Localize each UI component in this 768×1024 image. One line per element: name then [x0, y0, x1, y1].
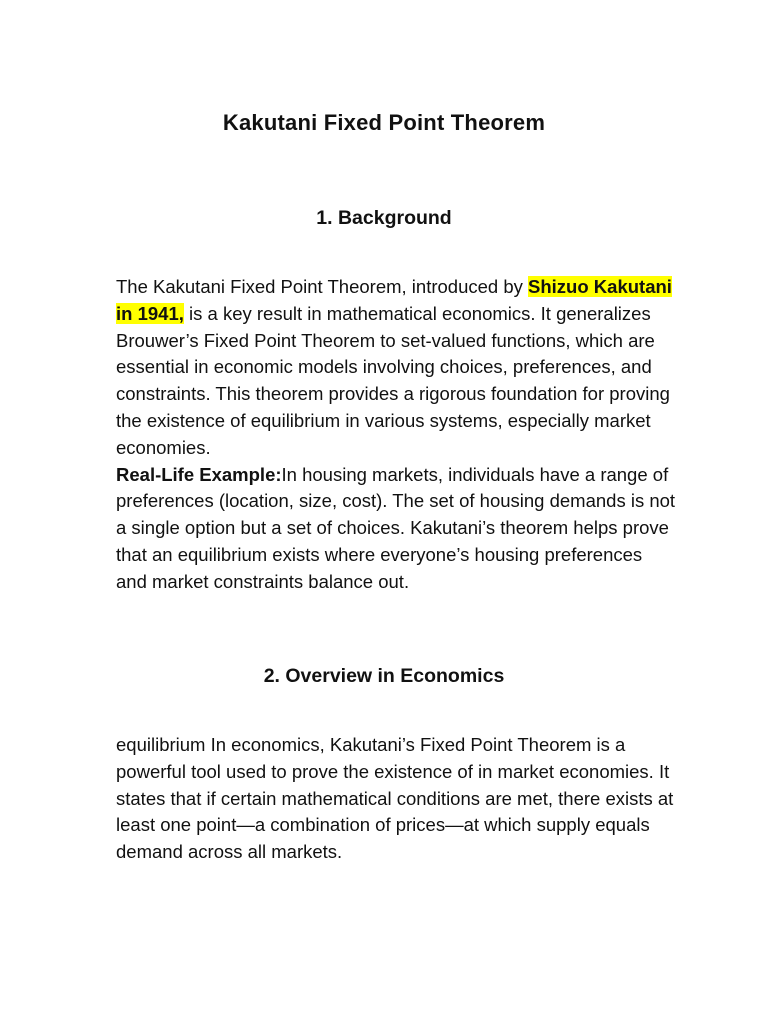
background-text-rest: is a key result in mathematical economics. It generalizes Brouwer’s Fixed Point Theorem to set-valued functions, which are essential in economic models involving choices, preferences, and constraints. This theorem provides a rigorous foundation for proving the existence of equilibrium in various systems, especially market economies.	[116, 302, 670, 458]
background-paragraph	[116, 274, 676, 596]
section-heading-overview: 2. Overview in Economics	[263, 665, 505, 687]
section-heading-background: 1. Background	[316, 207, 452, 229]
document-title: Kakutani Fixed Point Theorem	[222, 110, 546, 135]
background-text-lead: The Kakutani Fixed Point Theorem, introduced by	[116, 276, 529, 297]
example-label: Real-Life Example:	[116, 463, 282, 485]
highlighted-author-date: Shizuo Kakutani in 1941,	[116, 276, 672, 324]
example-text: In housing markets, individuals have a range of preferences (location, size, cost). The set of housing demands is not a single option but a set of choices. Kakutani’s theorem helps prove that an equilibrium exists where everyone’s housing preferences and market constraints balance out.	[116, 463, 676, 592]
overview-paragraph: equilibrium In economics, Kakutani’s Fixed Point Theorem is a powerful tool used to prove the existence of in market economies. It states that if certain mathematical conditions are met, there exists at least one point—a combination of prices—at which supply equals demand across all markets.	[116, 734, 674, 863]
